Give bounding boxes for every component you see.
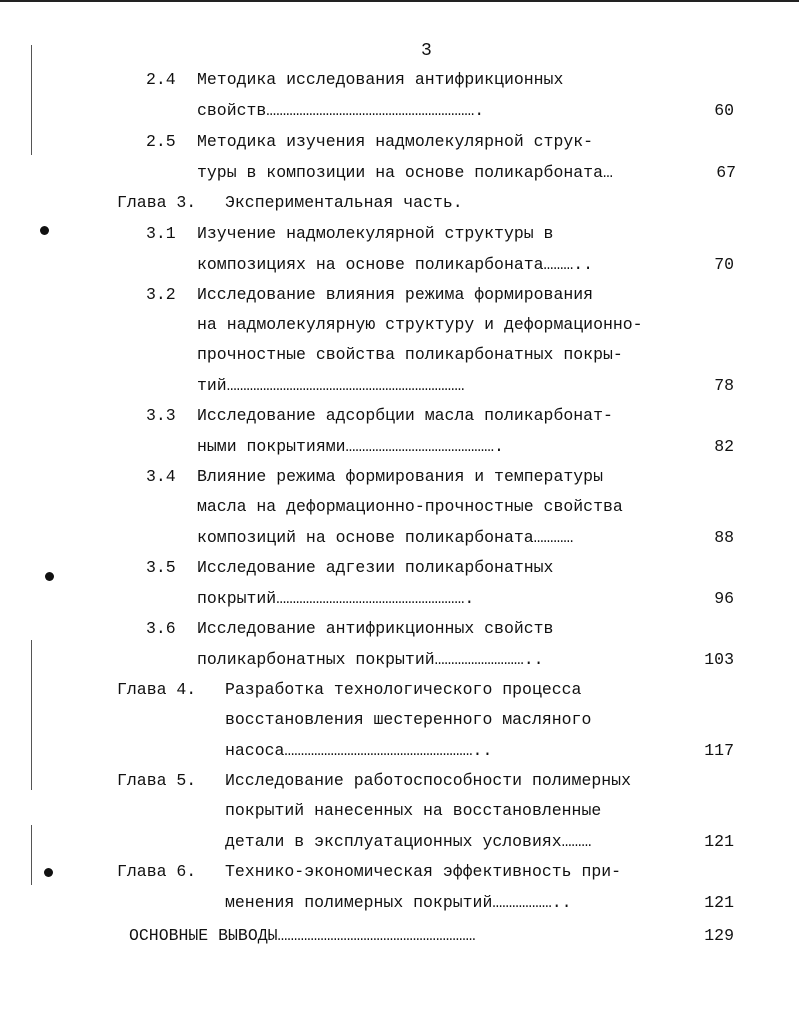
chapter-label: Глава 5. bbox=[117, 771, 197, 790]
chapter-label: Глава 3. bbox=[117, 193, 197, 212]
toc-page-ref: 88 bbox=[714, 528, 734, 547]
chapter-label: Глава 6. bbox=[117, 862, 197, 881]
toc-entry-line: Методика исследования антифрикционных bbox=[197, 70, 564, 89]
section-number: 3.3 bbox=[146, 406, 176, 425]
hole-punch-mark bbox=[40, 226, 49, 235]
section-number: 3.5 bbox=[146, 558, 176, 577]
toc-entry-line: масла на деформационно-прочностные свойства bbox=[197, 497, 623, 516]
chapter-title: Экспериментальная часть. bbox=[225, 193, 463, 212]
margin-scan-mark bbox=[31, 640, 32, 790]
toc-entry-line: Разработка технологического процесса bbox=[225, 680, 582, 699]
toc-entry-line: восстановления шестеренного масляного bbox=[225, 710, 592, 729]
toc-entry-line: покрытий…………………………………………………. bbox=[197, 589, 475, 608]
margin-scan-mark bbox=[31, 825, 32, 885]
top-rule bbox=[0, 0, 799, 2]
toc-entry-line: на надмолекулярную структуру и деформационно- bbox=[197, 315, 643, 334]
section-number: 3.6 bbox=[146, 619, 176, 638]
toc-entry-line: Исследование адгезии поликарбонатных bbox=[197, 558, 554, 577]
toc-page-ref: 103 bbox=[704, 650, 734, 669]
toc-entry-line: Методика изучения надмолекулярной струк- bbox=[197, 132, 594, 151]
toc-page-ref: 67 bbox=[716, 163, 736, 182]
margin-scan-mark bbox=[31, 45, 32, 155]
toc-entry-line: композиций на основе поликарбоната………… bbox=[197, 528, 574, 547]
toc-entry-line: композициях на основе поликарбоната……….. bbox=[197, 255, 594, 274]
toc-entry-line: тий……………………………………………………………… bbox=[197, 376, 465, 395]
section-number: 2.4 bbox=[146, 70, 176, 89]
toc-page-ref: 121 bbox=[704, 832, 734, 851]
toc-page-ref: 96 bbox=[714, 589, 734, 608]
toc-entry-line: насоса………………………………………………….. bbox=[225, 741, 493, 760]
toc-entry-line: свойств………………………………………………………. bbox=[197, 101, 485, 120]
toc-entry-line: Влияние режима формирования и температуры bbox=[197, 467, 603, 486]
toc-entry-line: детали в эксплуатационных условиях……… bbox=[225, 832, 592, 851]
section-number: 2.5 bbox=[146, 132, 176, 151]
toc-page-ref: 60 bbox=[714, 101, 734, 120]
toc-entry-line: Технико-экономическая эффективность при- bbox=[225, 862, 622, 881]
toc-page-ref: 78 bbox=[714, 376, 734, 395]
toc-page-ref: 117 bbox=[704, 741, 734, 760]
toc-entry-line: Исследование влияния режима формирования bbox=[197, 285, 594, 304]
toc-entry-line: покрытий нанесенных на восстановленные bbox=[225, 801, 602, 820]
toc-entry-line: Исследование работоспособности полимерных bbox=[225, 771, 631, 790]
section-number: 3.2 bbox=[146, 285, 176, 304]
toc-entry-line: менения полимерных покрытий……………….. bbox=[225, 893, 572, 912]
toc-page-ref: 82 bbox=[714, 437, 734, 456]
page-number: 3 bbox=[421, 41, 432, 61]
section-number: 3.4 bbox=[146, 467, 176, 486]
toc-entry-line: Изучение надмолекулярной структуры в bbox=[197, 224, 554, 243]
section-number: 3.1 bbox=[146, 224, 176, 243]
toc-entry-line: ными покрытиями………………………………………. bbox=[197, 437, 504, 456]
toc-page-ref: 121 bbox=[704, 893, 734, 912]
toc-page-ref: 129 bbox=[704, 926, 734, 945]
toc-entry-line: прочностные свойства поликарбонатных покры- bbox=[197, 345, 623, 364]
toc-entry-line: поликарбонатных покрытий……………………….. bbox=[197, 650, 544, 669]
toc-entry-line: Исследование адсорбции масла поликарбонат- bbox=[197, 406, 613, 425]
toc-entry-line: Исследование антифрикционных свойств bbox=[197, 619, 554, 638]
toc-page-ref: 70 bbox=[714, 255, 734, 274]
hole-punch-mark bbox=[44, 868, 53, 877]
chapter-label: Глава 4. bbox=[117, 680, 197, 699]
toc-entry-line: туры в композиции на основе поликарбоната… bbox=[197, 163, 613, 182]
conclusions-title: ОСНОВНЫЕ ВЫВОДЫ…………………………………………………… bbox=[129, 926, 476, 945]
hole-punch-mark bbox=[45, 572, 54, 581]
